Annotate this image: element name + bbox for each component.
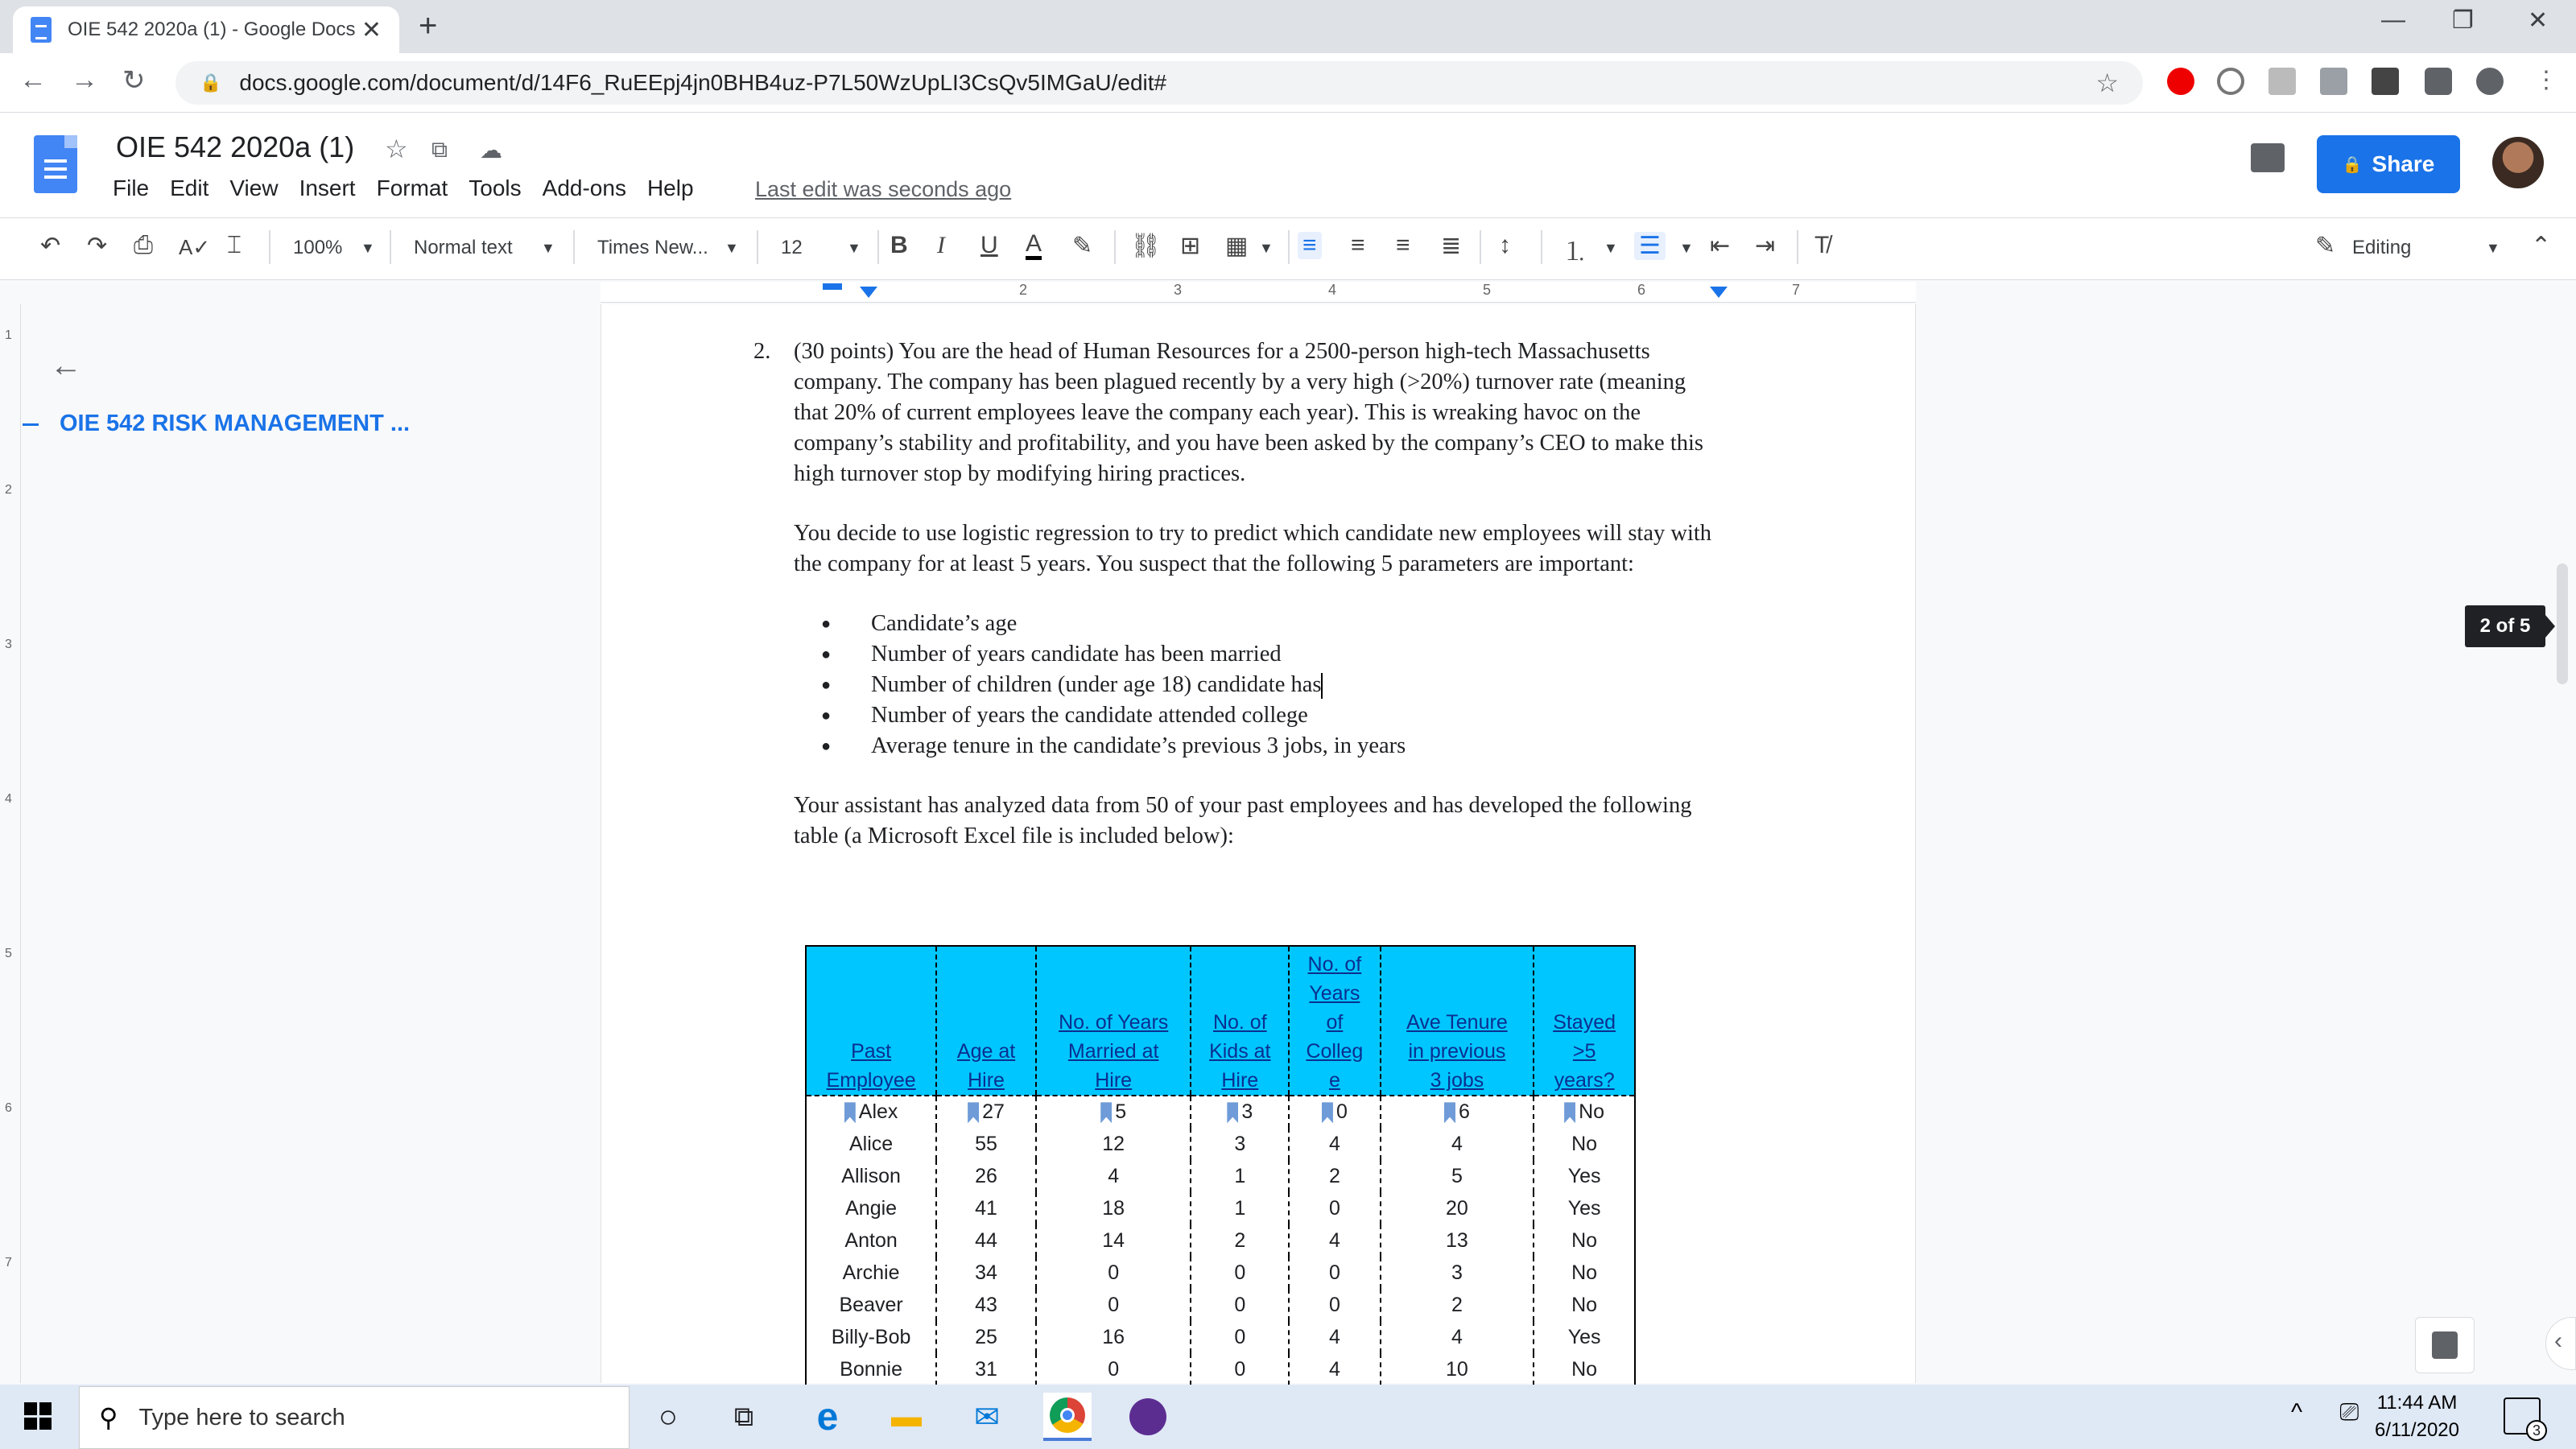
bookmark-icon [1227, 1102, 1238, 1123]
reload-button[interactable]: ↻ [122, 65, 146, 96]
numbered-list-icon[interactable]: ⒈ [1563, 239, 1587, 266]
ruler-tick-label: 2 [5, 483, 12, 497]
ruler-tick-label: 2 [1019, 282, 1028, 298]
clock-time: 11:44 AM [2376, 1392, 2458, 1414]
table-row [806, 1192, 1635, 1224]
edge-icon[interactable]: e [816, 1395, 839, 1439]
table-cell[interactable]: 2 [1381, 1289, 1534, 1321]
table-cell[interactable]: Bonnie [806, 1353, 936, 1385]
chevron-down-icon[interactable]: ▼ [1259, 240, 1274, 256]
undo-icon[interactable]: ↶ [40, 233, 61, 259]
font-select[interactable]: Times New... [597, 237, 708, 258]
paragraph-style-select[interactable]: Normal text [414, 237, 513, 258]
clock-date: 6/11/2020 [2375, 1419, 2459, 1441]
table-cell[interactable]: 2 [1289, 1160, 1381, 1192]
table-row [806, 1096, 1635, 1128]
table-cell[interactable]: 4 [1381, 1128, 1534, 1160]
chevron-down-icon[interactable]: ▼ [541, 240, 555, 256]
ruler-tick-label: 1 [5, 328, 12, 342]
justify-icon[interactable]: ≣ [1441, 233, 1462, 259]
menu-add-ons[interactable]: Add-ons [542, 175, 626, 200]
extensions-puzzle-icon[interactable] [2425, 68, 2452, 95]
chevron-down-icon[interactable]: ▼ [724, 240, 739, 256]
table-cell[interactable]: 20 [1381, 1192, 1534, 1224]
back-button[interactable]: ← [19, 64, 47, 95]
clear-formatting-icon[interactable]: T̸ [1814, 232, 1830, 258]
table-cell[interactable]: 1 [1191, 1192, 1289, 1224]
star-icon[interactable]: ☆ [385, 134, 408, 163]
last-edit-link[interactable]: Last edit was seconds ago [755, 177, 1012, 201]
increase-indent-icon[interactable]: ⇥ [1755, 233, 1776, 259]
table-cell[interactable]: Billy-Bob [806, 1321, 936, 1353]
cortana-icon[interactable]: ○ [658, 1398, 679, 1435]
lock-icon: 🔒 [200, 72, 222, 93]
notification-count-badge: 3 [2526, 1420, 2547, 1441]
ruler-tick-label: 6 [1637, 282, 1646, 298]
notification-center-icon[interactable] [2504, 1397, 2541, 1439]
table-cell[interactable]: 26 [936, 1160, 1036, 1192]
column-header: Past Employee [806, 946, 936, 1096]
network-icon[interactable]: ⎚ [2339, 1399, 2359, 1426]
share-label: Share [2372, 151, 2435, 176]
table-cell[interactable]: No [1534, 1096, 1635, 1128]
first-line-indent-marker[interactable] [823, 283, 842, 290]
toolbar-divider [573, 230, 575, 264]
browser-tab[interactable] [13, 6, 399, 53]
menu-tools[interactable]: Tools [469, 175, 522, 200]
table-cell[interactable]: 4 [1036, 1160, 1191, 1192]
table-cell[interactable]: 0 [1191, 1321, 1289, 1353]
browser-menu-icon[interactable]: ⋮ [2534, 67, 2558, 93]
bookmark-icon [1100, 1102, 1112, 1123]
task-view-icon[interactable]: ⧉ [733, 1401, 754, 1432]
list-item-text: Number of children (under age 18) candidate has [871, 672, 1322, 697]
highlight-icon[interactable]: ✎ [1072, 233, 1093, 259]
table-cell[interactable]: 3 [1191, 1096, 1289, 1128]
align-right-icon[interactable]: ≡ [1396, 232, 1410, 258]
toolbar-divider [1288, 230, 1290, 264]
docs-header [0, 113, 2576, 217]
table-row [806, 1321, 1635, 1353]
show-side-panel-button[interactable]: ‹ [2545, 1317, 2576, 1370]
table-cell[interactable]: 0 [1036, 1257, 1191, 1289]
decrease-indent-icon[interactable]: ⇤ [1710, 233, 1731, 259]
table-cell[interactable]: 34 [936, 1257, 1036, 1289]
chevron-down-icon[interactable]: ▼ [361, 240, 375, 256]
vertical-scrollbar[interactable] [2557, 564, 2568, 684]
table-cell[interactable]: No [1534, 1128, 1635, 1160]
italic-icon[interactable]: I [937, 232, 945, 258]
bold-icon[interactable]: B [890, 232, 908, 258]
column-header: Age at Hire [936, 946, 1036, 1096]
redo-icon[interactable]: ↷ [87, 233, 108, 259]
table-cell[interactable]: 4 [1381, 1321, 1534, 1353]
editing-mode-select[interactable]: Editing [2352, 237, 2412, 258]
avatar[interactable] [2492, 137, 2544, 188]
restore-button[interactable]: ❐ [2452, 7, 2474, 34]
chevron-down-icon[interactable]: ▼ [847, 240, 861, 256]
table-cell[interactable]: 18 [1036, 1192, 1191, 1224]
move-folder-icon[interactable]: ⧉ [431, 137, 448, 162]
text-extension-icon[interactable] [2372, 68, 2399, 95]
table-row [806, 1353, 1635, 1385]
chrome-icon[interactable] [1043, 1393, 1092, 1441]
profile-icon[interactable] [2476, 68, 2504, 95]
table-row [806, 1224, 1635, 1257]
tab-close-icon[interactable]: ✕ [361, 16, 382, 43]
document-body[interactable] [753, 336, 1719, 852]
table-cell[interactable]: Allison [806, 1160, 936, 1192]
tray-area [2291, 1399, 2359, 1426]
text-cursor [1321, 673, 1323, 699]
right-indent-marker[interactable] [1710, 287, 1728, 298]
minimize-button[interactable]: — [2381, 6, 2405, 33]
toolbar-divider [877, 230, 879, 264]
left-indent-marker[interactable] [860, 287, 877, 298]
table-cell[interactable]: 4 [1289, 1353, 1381, 1385]
paint-format-icon[interactable]: ⌶ [227, 232, 242, 258]
search-icon: ⚲ [99, 1403, 118, 1432]
lock-icon: 🔒 [2342, 155, 2363, 174]
table-cell[interactable]: 0 [1289, 1289, 1381, 1321]
add-comment-icon[interactable]: ⊞ [1180, 233, 1201, 259]
table-cell[interactable]: 13 [1381, 1224, 1534, 1257]
table-cell[interactable]: 0 [1036, 1353, 1191, 1385]
table-cell[interactable]: 43 [936, 1289, 1036, 1321]
align-left-icon[interactable]: ≡ [1298, 232, 1322, 259]
ruler-tick-label: 5 [1483, 282, 1492, 298]
table-cell[interactable]: 12 [1036, 1128, 1191, 1160]
bookmark-icon [1322, 1102, 1333, 1123]
close-outline-button[interactable]: ← [50, 348, 82, 383]
paragraph: You decide to use logistic regression to try to predict which candidate new employees will stay with the company for at least 5 years. You suspect that the following 5 parameters are important: [794, 521, 1712, 576]
pencil-icon: ✎ [2315, 233, 2336, 259]
table-cell[interactable]: Beaver [806, 1289, 936, 1321]
table-cell[interactable]: Yes [1534, 1192, 1635, 1224]
list-item: ● Candidate’s age [794, 609, 1719, 639]
bookmark-icon [1564, 1102, 1575, 1123]
table-cell[interactable]: 44 [936, 1224, 1036, 1257]
line-spacing-icon[interactable]: ↕ [1499, 232, 1511, 258]
table-cell[interactable]: Alice [806, 1128, 936, 1160]
page-indicator-badge: 2 of 5 [2465, 605, 2545, 647]
table-cell[interactable]: Angie [806, 1192, 936, 1224]
bookmark-icon [1444, 1102, 1455, 1123]
list-item [794, 670, 1719, 700]
media-app-icon[interactable] [1124, 1393, 1172, 1441]
document-title[interactable]: OIE 542 2020a (1) [116, 130, 355, 163]
chevron-down-icon[interactable]: ▼ [2486, 240, 2500, 256]
table-cell[interactable]: 5 [1036, 1096, 1191, 1128]
google-docs-favicon-icon [31, 17, 52, 43]
toolbar-divider [1480, 230, 1481, 264]
tab-title: OIE 542 2020a (1) - Google Docs [68, 19, 356, 40]
question-paragraph [753, 336, 1719, 489]
table-cell[interactable]: Yes [1534, 1160, 1635, 1192]
employee-data-table[interactable] [805, 945, 1636, 1385]
menu-bar [113, 175, 715, 201]
file-explorer-icon[interactable]: ▬ [891, 1399, 922, 1434]
opera-extension-icon[interactable] [2167, 68, 2194, 95]
toolbar-divider [269, 230, 270, 264]
table-row [806, 1160, 1635, 1192]
column-header: Ave Tenure in previous 3 jobs [1381, 946, 1534, 1096]
table-cell[interactable]: 0 [1191, 1257, 1289, 1289]
table-cell[interactable]: 4 [1289, 1224, 1381, 1257]
table-cell[interactable]: No [1534, 1289, 1635, 1321]
table-cell[interactable]: 55 [936, 1128, 1036, 1160]
chevron-up-icon[interactable]: ^ [2291, 1399, 2303, 1426]
ruler-tick-label: 4 [1328, 282, 1337, 298]
text-color-icon[interactable]: A [1026, 232, 1042, 260]
toolbar-divider [1797, 230, 1798, 264]
table-cell[interactable]: 3 [1381, 1257, 1534, 1289]
taskbar-search-box[interactable] [79, 1386, 630, 1449]
print-icon[interactable]: ⎙ [134, 232, 153, 258]
table-cell[interactable]: 31 [936, 1353, 1036, 1385]
vertical-ruler[interactable] [0, 304, 21, 1383]
table-cell[interactable]: Archie [806, 1257, 936, 1289]
menu-view[interactable]: View [229, 175, 279, 200]
menu-file[interactable]: File [113, 175, 150, 200]
toolbar-divider [1541, 230, 1542, 264]
table-header-row [806, 946, 1635, 1096]
paragraph: Your assistant has analyzed data from 50 of your past employees and has developed the following table (a Microsoft Excel file is included below): [794, 793, 1692, 848]
search-placeholder: Type here to search [138, 1404, 345, 1430]
address-bar[interactable] [175, 61, 2143, 105]
table-row [806, 1289, 1635, 1321]
table-cell[interactable]: Yes [1534, 1321, 1635, 1353]
ruler-tick-label: 4 [5, 792, 12, 806]
table-cell[interactable]: 0 [1191, 1289, 1289, 1321]
window-close-button[interactable]: ✕ [2528, 7, 2549, 34]
outline-heading-item[interactable]: OIE 542 RISK MANAGEMENT ... [23, 411, 410, 437]
chevron-down-icon[interactable]: ▼ [1679, 240, 1694, 256]
table-cell[interactable]: 10 [1381, 1353, 1534, 1385]
table-cell[interactable]: 5 [1381, 1160, 1534, 1192]
table-cell[interactable]: 16 [1036, 1321, 1191, 1353]
ruler-tick-label: 5 [5, 947, 12, 960]
block-extension-icon[interactable] [2217, 68, 2244, 95]
table-cell[interactable]: 0 [1289, 1096, 1381, 1128]
mail-icon[interactable]: ✉ [974, 1400, 1000, 1435]
toolbar-divider [390, 230, 391, 264]
docs-home-icon[interactable] [34, 135, 77, 193]
table-row [806, 1128, 1635, 1160]
table-cell[interactable]: 6 [1381, 1096, 1534, 1128]
table-cell[interactable]: 14 [1036, 1224, 1191, 1257]
column-header: No. of Years of Colleg e [1289, 946, 1381, 1096]
cloud-status-icon[interactable]: ☁ [480, 138, 502, 163]
url-text[interactable]: docs.google.com/document/d/14F6_RuEEpj4jn0BHB4uz-P7L50WzUpLI3CsQv5IMGaU/edit# [239, 70, 1167, 95]
collapse-toolbar-icon[interactable]: ⌃ [2531, 233, 2552, 259]
explore-button[interactable] [2415, 1317, 2475, 1373]
table-cell[interactable]: No [1534, 1353, 1635, 1385]
insert-image-icon[interactable]: ▦ [1225, 233, 1249, 259]
zoom-select[interactable]: 100% [293, 237, 343, 258]
align-center-icon[interactable]: ≡ [1351, 232, 1365, 258]
ruler-tick-label: 6 [5, 1101, 12, 1115]
windows-start-icon[interactable] [24, 1402, 52, 1430]
table-cell[interactable]: 41 [936, 1192, 1036, 1224]
table-cell[interactable]: Alex [806, 1096, 936, 1128]
link-icon[interactable]: ⛓ [1130, 233, 1162, 259]
table-cell[interactable]: 0 [1289, 1192, 1381, 1224]
share-button[interactable] [2317, 135, 2460, 193]
table-cell[interactable]: 0 [1191, 1353, 1289, 1385]
ruler-tick-label: 3 [1174, 282, 1183, 298]
forward-button[interactable]: → [71, 64, 98, 95]
column-header: Stayed >5 years? [1534, 946, 1635, 1096]
table-cell[interactable]: 25 [936, 1321, 1036, 1353]
explore-icon [2432, 1331, 2458, 1359]
table-cell[interactable]: 2 [1191, 1224, 1289, 1257]
badge-pointer [2545, 615, 2555, 638]
toolbar-divider [1114, 230, 1116, 264]
table-cell[interactable]: 4 [1289, 1321, 1381, 1353]
table-row [806, 1257, 1635, 1289]
list-item: ● Number of years the candidate attended college [794, 700, 1719, 731]
menu-format[interactable]: Format [376, 175, 448, 200]
font-size-select[interactable]: 12 [781, 237, 803, 258]
extension-icon[interactable] [2268, 68, 2296, 95]
bookmark-icon [968, 1102, 979, 1123]
ruler-tick-label: 7 [5, 1256, 12, 1269]
table-cell[interactable]: Anton [806, 1224, 936, 1257]
menu-edit[interactable]: Edit [170, 175, 209, 200]
comment-history-icon[interactable] [2251, 143, 2285, 172]
toolbar-divider [757, 230, 758, 264]
new-tab-button[interactable]: + [419, 8, 438, 43]
question-text: (30 points) You are the head of Human Resources for a 2500-person high-tech Massachusetts company. The company has been plagued recently by a very high (>20%) turnover rate (meaning that 20% of current employees leave the company each year). This is wreaking havoc on the company’s stability and profitability, and you have been asked by the company’s CEO to make this high turnover stop by modifying hiring practices. [794, 339, 1703, 486]
menu-insert[interactable]: Insert [299, 175, 356, 200]
list-item: ● Number of years candidate has been married [794, 639, 1719, 670]
bookmark-star-icon[interactable]: ☆ [2095, 68, 2119, 97]
list-item: ● Average tenure in the candidate’s previous 3 jobs, in years [794, 731, 1719, 762]
question-number: 2. [753, 339, 771, 364]
menu-help[interactable]: Help [646, 175, 694, 200]
table-cell[interactable]: 3 [1191, 1128, 1289, 1160]
column-header: No. of Kids at Hire [1191, 946, 1289, 1096]
column-header: No. of Years Married at Hire [1036, 946, 1191, 1096]
underline-icon[interactable]: U [980, 232, 998, 258]
table-cell[interactable]: 0 [1289, 1257, 1381, 1289]
table-cell[interactable]: No [1534, 1224, 1635, 1257]
spellcheck-icon[interactable]: A✓ [179, 235, 211, 259]
table-cell[interactable]: 1 [1191, 1160, 1289, 1192]
table-cell[interactable]: 27 [936, 1096, 1036, 1128]
table-cell[interactable]: No [1534, 1257, 1635, 1289]
bookmark-icon [844, 1102, 856, 1123]
ruler-tick-label: 3 [5, 638, 12, 651]
chevron-down-icon[interactable]: ▼ [1604, 240, 1618, 256]
bulleted-list-icon[interactable]: ☰ [1634, 232, 1666, 260]
ruler-tick-label: 7 [1792, 282, 1801, 298]
table-cell[interactable]: 4 [1289, 1128, 1381, 1160]
table-cell[interactable]: 0 [1036, 1289, 1191, 1321]
taskbar-clock[interactable] [2375, 1389, 2459, 1444]
bulleted-list [794, 609, 1719, 762]
download-extension-icon[interactable] [2320, 68, 2347, 95]
